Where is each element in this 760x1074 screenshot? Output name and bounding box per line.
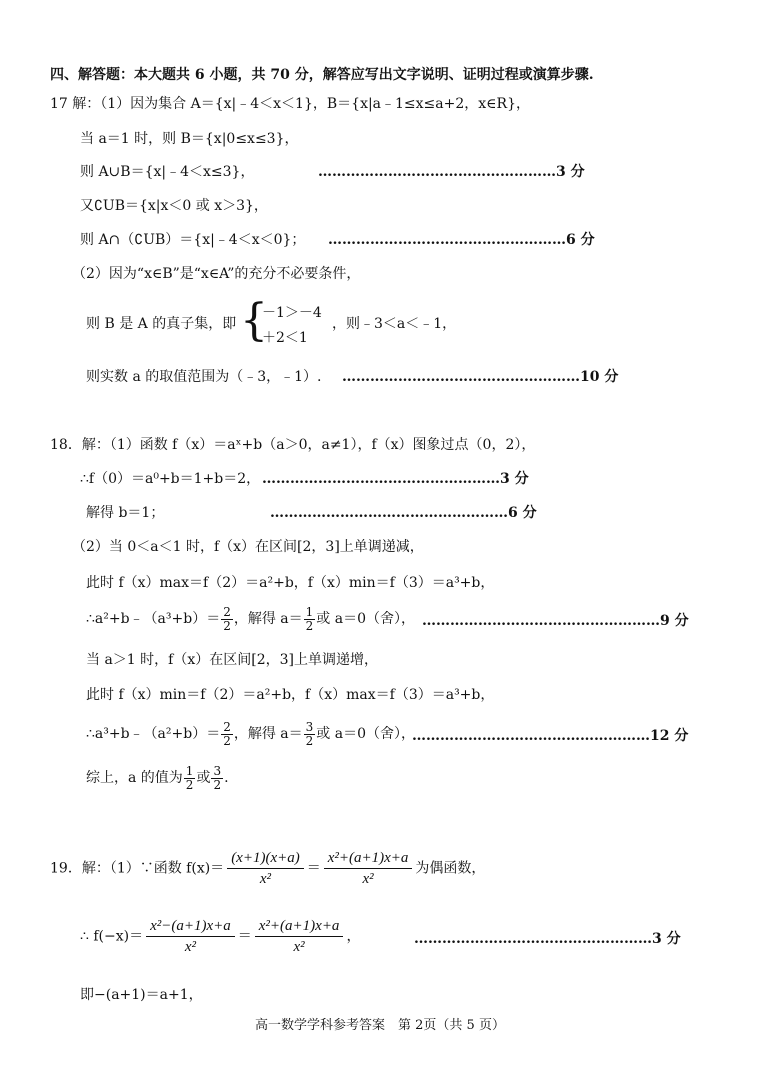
p18-line9-pre: ∴a³+b﹣（a²+b）＝ [86,726,221,742]
p18-line6-mid: ，解得 a＝ [233,611,303,627]
numerator: x²+(a+1)x+a [324,848,413,869]
p17-score-6: ……………………………………………6 分 [328,232,595,248]
equals-sign: ＝ [306,860,321,877]
p19-line1 [50,848,485,889]
numerator: 1 [185,763,194,778]
p19-line2 [80,916,360,957]
p18-line5: 此时 f（x）max＝f（2）＝a²+b，f（x）min＝f（3）＝a³+b， [86,575,495,591]
p19-score-3: ……………………………………………3 分 [414,931,681,947]
p17-score-3: ……………………………………………3 分 [318,164,585,180]
p18-line4: （2）当 0＜a＜1 时，f（x）在区间[2，3]上单调递减， [72,539,424,555]
fraction [184,765,196,792]
p18-line9 [86,720,415,748]
p18-line6-pre: ∴a²+b﹣（a³+b）＝ [86,611,221,627]
equals-sign: ＝ [237,928,252,945]
p18-score-3: ……………………………………………3 分 [262,471,529,487]
fraction [146,916,235,957]
p18-line3: 解得 b＝1； [86,505,165,521]
page-footer: 高一数学学科参考答案 第 2页（共 5 页） [255,1018,505,1033]
numerator: x²+(a+1)x+a [255,916,344,937]
fraction [304,721,316,748]
denominator: 2 [223,733,231,748]
section-title: 四、解答题：本大题共 6 小题，共 70 分，解答应写出文字说明、证明过程或演算步骤. [50,67,594,83]
numerator: 3 [213,763,222,778]
denominator: x² [293,939,305,955]
denominator: 2 [305,618,314,633]
numerator: 3 [305,719,314,734]
fraction [211,765,223,792]
system-top: －1＞－4 [262,305,322,321]
p18-score-6: ……………………………………………6 分 [270,505,537,521]
p18-line10-mid: 或 [196,770,211,786]
p17-line3: 则 A∪B＝{x|﹣4＜x≤3}， [80,164,255,180]
p18-line10 [86,764,229,792]
fraction [304,606,316,633]
p17-line1: 17 解：（1）因为集合 A＝{x|﹣4＜x＜1}，B＝{x|a﹣1≤x≤a+2，x∈R}， [50,96,530,112]
p18-line6 [86,605,415,633]
system-bottom: ＋2＜1 [262,330,308,346]
p17-line6: （2）因为“x∈B”是“x∈A”的充分不必要条件， [72,266,361,282]
numerator: 1 [305,604,314,619]
p17-line8: 则实数 a 的取值范围为（﹣3，﹣1）. [86,369,322,385]
p19-line2-pre: ∴ f(−x)＝ [80,928,144,945]
numerator: x²−(a+1)x+a [146,916,235,937]
denominator: x² [362,871,374,887]
denominator: 2 [305,733,314,748]
p19-line2-post: ， [346,928,361,945]
p18-line7: 当 a＞1 时，f（x）在区间[2，3]上单调递增， [86,652,378,668]
numerator: 2 [223,719,231,734]
p18-line6-post: 或 a＝0（舍）， [316,611,416,627]
fraction [221,606,233,633]
p19-line3: 即−(a+1)＝a+1， [80,987,203,1003]
p19-line1-post: 为偶函数， [415,860,486,877]
denominator: 2 [185,777,194,792]
p17-line7-pre: 则 B 是 A 的真子集，即 [86,316,237,332]
fraction [227,848,304,889]
numerator: (x+1)(x+a) [227,848,304,869]
numerator: 2 [223,604,231,619]
denominator: x² [259,871,272,887]
fraction [221,721,233,748]
p17-line4: 又∁UB＝{x|x＜0 或 x＞3}， [80,198,268,214]
denominator: 2 [223,618,231,633]
p17-line5: 则 A∩（∁UB）＝{x|﹣4＜x＜0}； [80,232,306,248]
p18-line2: ∴f（0）＝a⁰+b＝1+b＝2， [80,471,261,487]
p19-line1-pre: 19．解：（1）∵函数 f(x)＝ [50,860,225,877]
p18-line9-mid: ，解得 a＝ [233,726,303,742]
p18-line8: 此时 f（x）min＝f（2）＝a²+b，f（x）max＝f（3）＝a³+b， [86,687,495,703]
fraction [324,848,413,889]
denominator: x² [184,939,196,955]
p18-line10-pre: 综上，a 的值为 [86,770,183,786]
p17-line7-post: ，则﹣3＜a＜﹣1， [332,316,457,332]
p18-line9-post: 或 a＝0（舍）， [316,726,416,742]
p18-line1: 18．解：（1）函数 f（x）＝aˣ+b（a＞0，a≠1），f（x）图象过点（0，2）， [50,437,536,453]
p18-line10-post: . [224,770,229,786]
p18-score-12: ……………………………………………12 分 [412,728,689,744]
p17-line2: 当 a＝1 时，则 B＝{x|0≤x≤3}， [80,131,299,147]
fraction [255,916,344,957]
p18-score-9: ……………………………………………9 分 [422,613,689,629]
p17-score-10: ……………………………………………10 分 [342,369,619,385]
denominator: 2 [213,777,222,792]
system-brace: { [240,295,268,346]
